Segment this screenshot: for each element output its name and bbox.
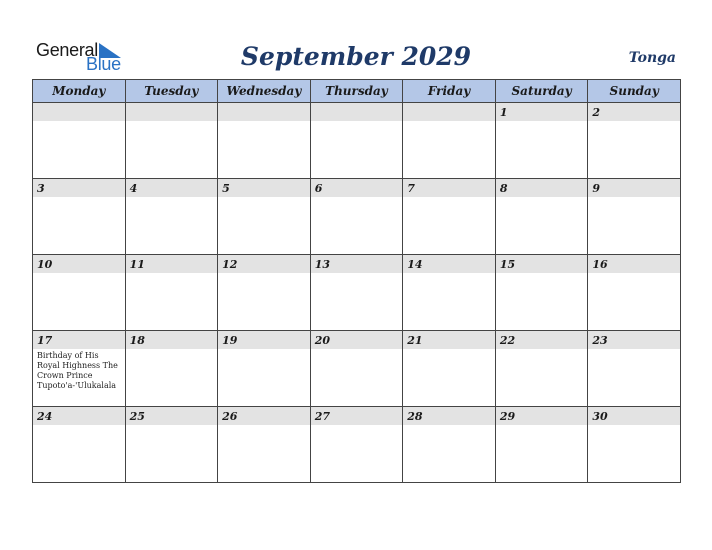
day-cell <box>125 103 218 179</box>
day-cell <box>218 255 311 331</box>
day-cell <box>588 179 681 255</box>
day-cell <box>495 179 588 255</box>
weekday-header: Tuesday <box>125 80 218 103</box>
weekday-header: Sunday <box>588 80 681 103</box>
day-number: 18 <box>126 331 218 349</box>
day-number: 15 <box>496 255 588 273</box>
day-number: 19 <box>218 331 310 349</box>
day-cell <box>403 103 496 179</box>
day-cell <box>218 331 311 407</box>
day-number: 6 <box>311 179 403 197</box>
day-cell <box>33 331 126 407</box>
day-cell <box>310 407 403 483</box>
day-number: 2 <box>588 103 680 121</box>
day-cell <box>495 103 588 179</box>
day-cell <box>125 407 218 483</box>
day-number: 22 <box>496 331 588 349</box>
day-number <box>403 103 495 121</box>
day-cell <box>403 255 496 331</box>
week-row <box>33 103 681 179</box>
day-number: 20 <box>311 331 403 349</box>
day-cell <box>125 255 218 331</box>
weekday-header: Wednesday <box>218 80 311 103</box>
day-number: 11 <box>126 255 218 273</box>
day-cell <box>218 103 311 179</box>
day-number <box>33 103 125 121</box>
day-number: 28 <box>403 407 495 425</box>
day-number: 12 <box>218 255 310 273</box>
country-label: Tonga <box>628 50 676 66</box>
day-cell <box>403 407 496 483</box>
week-row <box>33 255 681 331</box>
day-number: 4 <box>126 179 218 197</box>
day-number <box>126 103 218 121</box>
day-cell <box>310 103 403 179</box>
day-number: 30 <box>588 407 680 425</box>
day-cell <box>495 331 588 407</box>
week-row <box>33 331 681 407</box>
day-number <box>218 103 310 121</box>
day-cell <box>310 179 403 255</box>
week-row <box>33 179 681 255</box>
day-cell <box>33 103 126 179</box>
day-number: 1 <box>496 103 588 121</box>
day-number: 17 <box>33 331 125 349</box>
day-number: 7 <box>403 179 495 197</box>
day-number <box>311 103 403 121</box>
day-cell <box>588 407 681 483</box>
weekday-header: Friday <box>403 80 496 103</box>
weekday-header-row <box>33 80 681 103</box>
calendar-title: September 2029 <box>240 42 472 71</box>
day-number: 10 <box>33 255 125 273</box>
day-number: 13 <box>311 255 403 273</box>
calendar-grid <box>32 79 681 483</box>
logo-text-general: General <box>36 40 98 60</box>
day-cell <box>403 331 496 407</box>
day-number: 21 <box>403 331 495 349</box>
weekday-header: Saturday <box>495 80 588 103</box>
day-cell <box>403 179 496 255</box>
day-cell <box>125 331 218 407</box>
day-cell <box>33 179 126 255</box>
day-number: 3 <box>33 179 125 197</box>
day-cell <box>33 255 126 331</box>
day-cell <box>495 407 588 483</box>
weekday-header: Monday <box>33 80 126 103</box>
day-number: 26 <box>218 407 310 425</box>
day-number: 27 <box>311 407 403 425</box>
day-cell <box>310 255 403 331</box>
day-cell <box>588 103 681 179</box>
day-number: 25 <box>126 407 218 425</box>
day-cell <box>588 331 681 407</box>
day-number: 14 <box>403 255 495 273</box>
holiday-event: Birthday of His Royal Highness The Crown Prince Tupoto'a-'Ulukalala <box>37 351 118 390</box>
week-row <box>33 407 681 483</box>
day-number: 5 <box>218 179 310 197</box>
day-number: 9 <box>588 179 680 197</box>
logo-text-blue: Blue <box>86 54 121 74</box>
day-number: 8 <box>496 179 588 197</box>
day-cell <box>33 407 126 483</box>
day-number: 23 <box>588 331 680 349</box>
day-cell <box>218 179 311 255</box>
day-cell <box>588 255 681 331</box>
day-number: 29 <box>496 407 588 425</box>
day-number: 24 <box>33 407 125 425</box>
day-cell <box>125 179 218 255</box>
weekday-header: Thursday <box>310 80 403 103</box>
day-cell <box>495 255 588 331</box>
day-number: 16 <box>588 255 680 273</box>
day-cell <box>218 407 311 483</box>
day-cell <box>310 331 403 407</box>
